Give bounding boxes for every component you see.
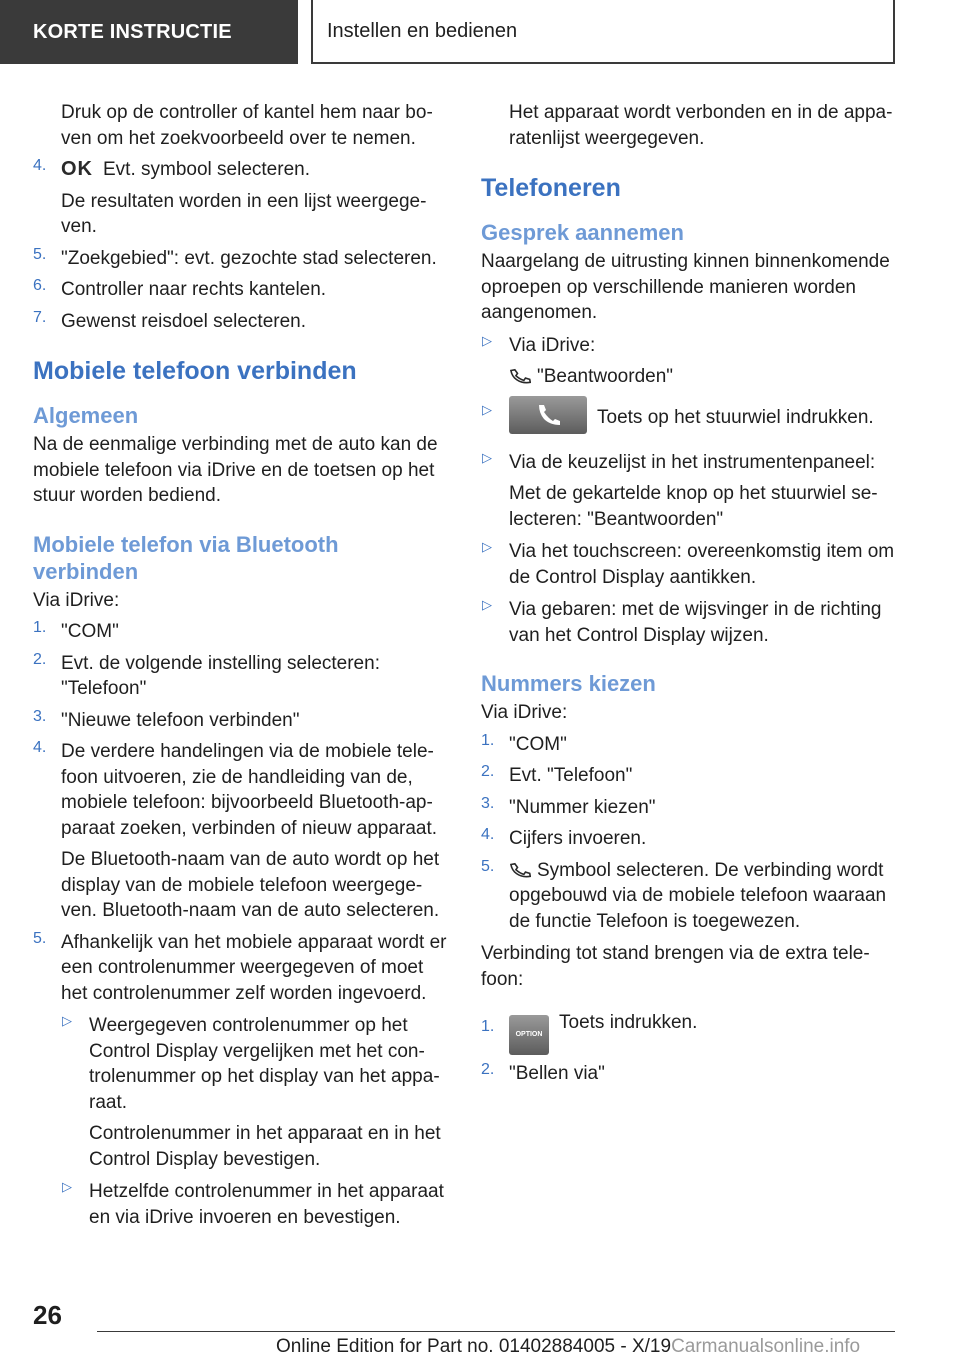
item-text: "Zoekgebied": evt. gezochte stad selecteren. [61, 247, 437, 269]
list-item [33, 619, 448, 645]
right-column [481, 100, 896, 1087]
triangle-right-icon: ▷ [62, 1013, 72, 1028]
bullet-text: Toets op het stuurwiel indrukken. [597, 406, 874, 428]
bullet-item [61, 1179, 448, 1230]
heading-bluetooth: Mobiele telefon via Bluetooth verbinden [33, 531, 339, 584]
triangle-right-icon: ▷ [482, 332, 492, 348]
bullet-item [481, 450, 896, 533]
paragraph: Het apparaat wordt verbonden en in de apparatenlijst weergegeven. [509, 102, 893, 149]
footer-edition [276, 1336, 860, 1358]
triangle-right-icon: ▷ [62, 1179, 72, 1194]
item-number: 4. [33, 157, 47, 174]
item-subtext: De resultaten worden in een lijst weergegeven. [61, 190, 427, 237]
paragraph: Verbinding tot stand brengen via de extra telefoon: [481, 943, 870, 990]
bullet-subtext: Controlenummer in het apparaat en in het Control Display bevestigen. [89, 1123, 441, 1170]
triangle-right-icon: ▷ [482, 597, 492, 612]
triangle-right-icon: ▷ [482, 449, 492, 465]
phone-handset-icon [509, 367, 531, 385]
item-text: De verdere handelingen via de mobiele telefoon uitvoeren, zie de handleiding van de, mobiele telefoon: bijvoorbeeld Bluetooth-apparaat zoeken, verbinden of nieuw apparaat. [61, 741, 438, 839]
item-subtext: De Bluetooth-naam van de auto wordt op het display van de mobiele telefoon weergegeven. Bluetooth-naam van de auto selecteren. [61, 849, 440, 921]
triangle-right-icon: ▷ [482, 401, 492, 417]
list-item [481, 1010, 896, 1055]
bullet-text: Via gebaren: met de wijsvinger in de richting van het Control Display wijzen. [509, 599, 882, 646]
heading-general: Algemeen [33, 403, 139, 428]
list-item [481, 1061, 896, 1087]
item-text: "Nummer kiezen" [509, 796, 656, 818]
item-text: "COM" [509, 733, 567, 755]
item-number: 4. [481, 826, 495, 843]
triangle-right-icon: ▷ [482, 539, 492, 554]
bullet-item [61, 1013, 448, 1172]
item-text: Cijfers invoeren. [509, 828, 647, 849]
steering-phone-button-icon [509, 396, 587, 434]
item-number: 2. [33, 650, 47, 668]
bullet-subtext: Met de gekartelde knop op het stuurwiel selecteren: "Beantwoorden" [509, 483, 878, 530]
page-number: 26 [33, 1300, 62, 1330]
bullet-item [481, 402, 896, 434]
left-column [33, 100, 448, 1230]
item-text: "Nieuwe telefoon verbinden" [61, 709, 300, 731]
heading-answer: Gesprek aannemen [481, 220, 684, 245]
item-text: Gewenst reisdoel selecteren. [61, 310, 307, 332]
item-number: 2. [481, 763, 495, 780]
list-item [33, 309, 448, 335]
list-item [33, 708, 448, 734]
chapter-tab: Instellen en bedienen [311, 0, 895, 64]
item-text: "COM" [61, 621, 119, 642]
bullet-subtext: "Beantwoorden" [537, 366, 674, 387]
footer-divider [97, 1331, 895, 1332]
list-item [481, 795, 896, 821]
item-text: Evt. de volgende instelling selecteren: "Telefoon" [61, 652, 380, 699]
section-tab: KORTE INSTRUCTIE [0, 0, 298, 64]
bullet-text: Weergegeven controlenummer op het Control Display vergelijken met het controlenummer op het display van het apparaat. [89, 1015, 440, 1113]
item-number: 5. [481, 857, 495, 875]
item-number: 3. [481, 794, 495, 812]
list-item [481, 763, 896, 789]
item-number: 1. [481, 731, 495, 749]
item-number: 1. [481, 1018, 495, 1035]
heading-dial: Nummers kiezen [481, 671, 656, 696]
list-item [33, 739, 448, 924]
bullet-text: Via iDrive: [509, 334, 596, 356]
item-number: 4. [33, 739, 47, 756]
list-item [33, 651, 448, 702]
list-item [33, 277, 448, 303]
item-text: Afhankelijk van het mobiele apparaat wordt er een controlenummer weergegeven of moet het controlenummer zelf worden ingevoerd. [61, 931, 447, 1004]
list-item [481, 732, 896, 758]
paragraph: Druk op de controller of kantel hem naar boven om het zoekvoorbeeld over te nemen. [61, 102, 433, 149]
list-item [33, 930, 448, 1231]
item-text: Controller naar rechts kantelen. [61, 279, 327, 300]
item-text: Symbool selecteren. De verbinding wordt opgebouwd via de mobiele telefoon waaraan de functie Telefoon is toegewezen. [509, 859, 887, 932]
paragraph: Naargelang de uitrusting kinnen binnenkomende oproepen op verschillende manieren worden aangenomen. [481, 251, 890, 323]
paragraph: Via iDrive: [481, 702, 568, 723]
item-text: Evt. "Telefoon" [509, 765, 633, 786]
paragraph: Via iDrive: [33, 589, 120, 611]
bullet-text: Hetzelfde controlenummer in het apparaat en via iDrive invoeren en bevestigen. [89, 1181, 444, 1228]
list-item [33, 157, 448, 240]
list-item [33, 246, 448, 272]
list-item [481, 858, 896, 935]
paragraph: Na de eenmalige verbinding met de auto kan de mobiele telefoon via iDrive en de toetsen op het stuur worden bediend. [33, 434, 438, 506]
ok-icon: OK [61, 158, 93, 180]
page-header [0, 0, 960, 66]
item-number: 1. [33, 619, 47, 636]
item-number: 6. [33, 277, 47, 294]
heading-phone: Telefoneren [481, 174, 621, 202]
bullet-text: Via het touchscreen: overeenkomstig item om de Control Display aantikken. [509, 541, 895, 588]
item-text: Toets indrukken. [559, 1012, 698, 1033]
option-button-icon: OPTION [509, 1015, 549, 1055]
bullet-item [481, 597, 896, 648]
item-number: 3. [33, 707, 47, 725]
list-item [481, 826, 896, 852]
item-text: Evt. symbool selecteren. [103, 159, 310, 180]
item-number: 5. [33, 245, 47, 263]
edition-text: Online Edition for Part no. 01402884005 - X/19 [276, 1336, 672, 1357]
item-number: 7. [33, 308, 47, 326]
phone-handset-icon [509, 861, 531, 879]
heading-mobile-connect: Mobiele telefoon verbinden [33, 357, 357, 385]
item-number: 5. [33, 929, 47, 947]
watermark: Carmanualsonline.info [671, 1336, 861, 1357]
bullet-item [481, 539, 896, 590]
bullet-item [481, 333, 896, 390]
item-text: "Bellen via" [509, 1063, 605, 1084]
item-number: 2. [481, 1061, 495, 1078]
bullet-text: Via de keuzelijst in het instrumentenpaneel: [509, 451, 876, 473]
